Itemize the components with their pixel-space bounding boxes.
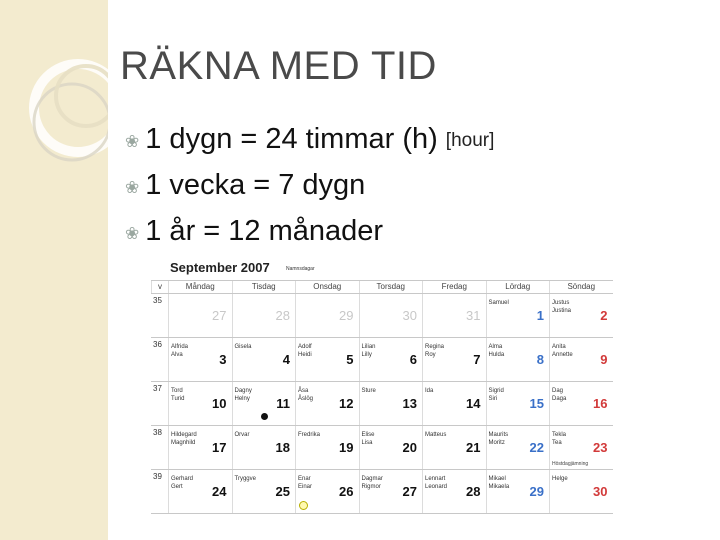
calendar-title: September 2007 xyxy=(170,260,270,275)
week-column-header: v xyxy=(151,281,168,293)
day-number: 16 xyxy=(593,396,608,411)
bullet-item xyxy=(125,215,494,261)
week-number: 39 xyxy=(153,472,162,481)
calendar-day-cell xyxy=(295,426,359,469)
calendar-day-cell xyxy=(295,470,359,513)
calendar-day-cell xyxy=(232,382,296,425)
calendar-day-cell xyxy=(549,382,613,425)
bullet-glyph-icon: ❀ xyxy=(125,178,140,197)
day-number: 17 xyxy=(212,440,227,455)
calendar-day-cell xyxy=(359,470,423,513)
calendar-day-cell xyxy=(486,338,550,381)
holiday-note: Höstdagjämning xyxy=(552,461,589,467)
bullet-text: 1 dygn = 24 timmar (h) xyxy=(145,123,438,155)
day-number: 12 xyxy=(339,396,354,411)
calendar-day-cell xyxy=(486,470,550,513)
full-moon-icon xyxy=(299,501,308,510)
day-number: 1 xyxy=(536,308,544,323)
name-day-label: Tord Turid xyxy=(171,388,185,402)
name-day-label: Justus Justina xyxy=(552,300,572,314)
calendar-day-cell xyxy=(232,470,296,513)
day-number: 29 xyxy=(339,308,354,323)
day-number: 29 xyxy=(529,484,544,499)
calendar-day-cell xyxy=(232,338,296,381)
new-moon-icon xyxy=(261,413,268,420)
day-number: 23 xyxy=(593,440,608,455)
day-number: 6 xyxy=(409,352,417,367)
day-number: 11 xyxy=(276,396,290,411)
name-day-label: Dagny Helny xyxy=(234,388,252,402)
calendar-grid xyxy=(151,280,613,514)
calendar-week-row xyxy=(151,426,613,470)
calendar-day-cell xyxy=(168,470,232,513)
day-number: 25 xyxy=(275,484,290,499)
day-number: 28 xyxy=(466,484,481,499)
day-number: 10 xyxy=(212,396,227,411)
name-day-label: Dag Daga xyxy=(552,388,567,402)
day-header: Tisdag xyxy=(232,281,296,293)
day-number: 31 xyxy=(466,308,481,323)
calendar-day-cell xyxy=(422,426,486,469)
day-number: 30 xyxy=(593,484,608,499)
day-number: 27 xyxy=(402,484,417,499)
calendar-day-cell xyxy=(359,382,423,425)
calendar-day-cell xyxy=(295,338,359,381)
calendar-day-cell xyxy=(486,382,550,425)
day-number: 13 xyxy=(402,396,417,411)
name-day-label: Ida xyxy=(425,388,434,394)
bullet-glyph-icon: ❀ xyxy=(125,132,140,151)
name-day-label: Tryggve xyxy=(234,476,256,482)
calendar-week-row xyxy=(151,382,613,426)
calendar-day-cell xyxy=(422,338,486,381)
name-day-label: Åsa Åslög xyxy=(298,388,314,402)
name-day-label: Adolf Heidi xyxy=(298,344,312,358)
day-number: 8 xyxy=(536,352,544,367)
bullet-item xyxy=(125,123,494,169)
day-number: 21 xyxy=(466,440,481,455)
day-number: 7 xyxy=(473,352,481,367)
calendar-day-cell xyxy=(295,294,359,337)
bullet-text: 1 vecka = 7 dygn xyxy=(145,169,366,201)
name-day-label: Sigrid Siri xyxy=(488,388,504,402)
calendar-day-cell xyxy=(359,294,423,337)
calendar-day-cell xyxy=(549,294,613,337)
bullet-item xyxy=(125,169,494,215)
calendar-day-cell xyxy=(549,426,613,469)
calendar-week-row xyxy=(151,294,613,338)
name-day-label: Enar Einar xyxy=(298,476,313,490)
week-number: 37 xyxy=(153,384,162,393)
calendar-subtitle: Namnsdagar xyxy=(286,266,315,272)
bullet-glyph-icon: ❀ xyxy=(125,224,140,243)
day-number: 28 xyxy=(275,308,290,323)
day-header: Måndag xyxy=(168,281,232,293)
day-number: 19 xyxy=(339,440,354,455)
day-number: 30 xyxy=(402,308,417,323)
name-day-label: Gerhard Gert xyxy=(171,476,194,490)
day-number: 3 xyxy=(219,352,227,367)
day-header: Lördag xyxy=(486,281,550,293)
name-day-label: Mikael Mikaela xyxy=(488,476,510,490)
calendar-day-cell xyxy=(168,294,232,337)
decorative-rings-icon xyxy=(0,0,108,540)
calendar-day-cell xyxy=(359,338,423,381)
day-number: 9 xyxy=(600,352,608,367)
day-header: Söndag xyxy=(549,281,613,293)
calendar-day-cell xyxy=(232,426,296,469)
day-number: 27 xyxy=(212,308,227,323)
calendar-header-row xyxy=(151,281,613,294)
page-title: RÄKNA MED TID xyxy=(120,44,437,88)
calendar-day-cell xyxy=(168,338,232,381)
name-day-label: Alma Hulda xyxy=(488,344,505,358)
calendar-day-cell xyxy=(295,382,359,425)
day-number: 18 xyxy=(275,440,290,455)
decorative-side-band xyxy=(0,0,108,540)
calendar-day-cell xyxy=(422,470,486,513)
name-day-label: Orvar xyxy=(234,432,250,438)
name-day-label: Regina Roy xyxy=(425,344,445,358)
name-day-label: Elise Lisa xyxy=(361,432,375,446)
calendar-day-cell xyxy=(359,426,423,469)
day-number: 20 xyxy=(402,440,417,455)
name-day-label: Tekla Tea xyxy=(552,432,567,446)
day-header: Torsdag xyxy=(359,281,423,293)
name-day-label: Dagmar Rigmor xyxy=(361,476,383,490)
calendar-day-cell xyxy=(486,426,550,469)
name-day-label: Matteus xyxy=(425,432,447,438)
day-number: 4 xyxy=(282,352,290,367)
calendar-day-cell xyxy=(168,426,232,469)
name-day-label: Anita Annette xyxy=(552,344,573,358)
day-number: 15 xyxy=(529,396,544,411)
calendar-day-cell xyxy=(422,294,486,337)
name-day-label: Fredrika xyxy=(298,432,321,438)
name-day-label: Lilian Lilly xyxy=(361,344,376,358)
day-number: 24 xyxy=(212,484,227,499)
name-day-label: Gisela xyxy=(234,344,252,350)
calendar-day-cell xyxy=(422,382,486,425)
day-header: Fredag xyxy=(422,281,486,293)
bullet-list xyxy=(125,123,494,261)
name-day-label: Maurits Moritz xyxy=(488,432,509,446)
calendar-week-row xyxy=(151,338,613,382)
day-number: 2 xyxy=(600,308,608,323)
calendar-week-row xyxy=(151,470,613,514)
name-day-label: Helge xyxy=(552,476,568,482)
name-day-label: Lennart Leonard xyxy=(425,476,448,490)
day-number: 5 xyxy=(346,352,354,367)
name-day-label: Samuel xyxy=(488,300,509,306)
week-number: 38 xyxy=(153,428,162,437)
bullet-note: [hour] xyxy=(445,130,495,151)
name-day-label: Alfrida Alva xyxy=(171,344,189,358)
day-number: 26 xyxy=(339,484,354,499)
calendar-day-cell xyxy=(549,338,613,381)
name-day-label: Sture xyxy=(361,388,376,394)
calendar-day-cell xyxy=(232,294,296,337)
calendar-image xyxy=(151,257,613,510)
day-number: 14 xyxy=(466,396,481,411)
day-header: Onsdag xyxy=(295,281,359,293)
calendar-day-cell xyxy=(486,294,550,337)
week-number: 36 xyxy=(153,340,162,349)
calendar-day-cell xyxy=(168,382,232,425)
name-day-label: Hildegard Magnhild xyxy=(171,432,197,446)
week-number: 35 xyxy=(153,296,162,305)
day-number: 22 xyxy=(529,440,544,455)
bullet-text: 1 år = 12 månader xyxy=(145,215,384,247)
calendar-day-cell xyxy=(549,470,613,513)
